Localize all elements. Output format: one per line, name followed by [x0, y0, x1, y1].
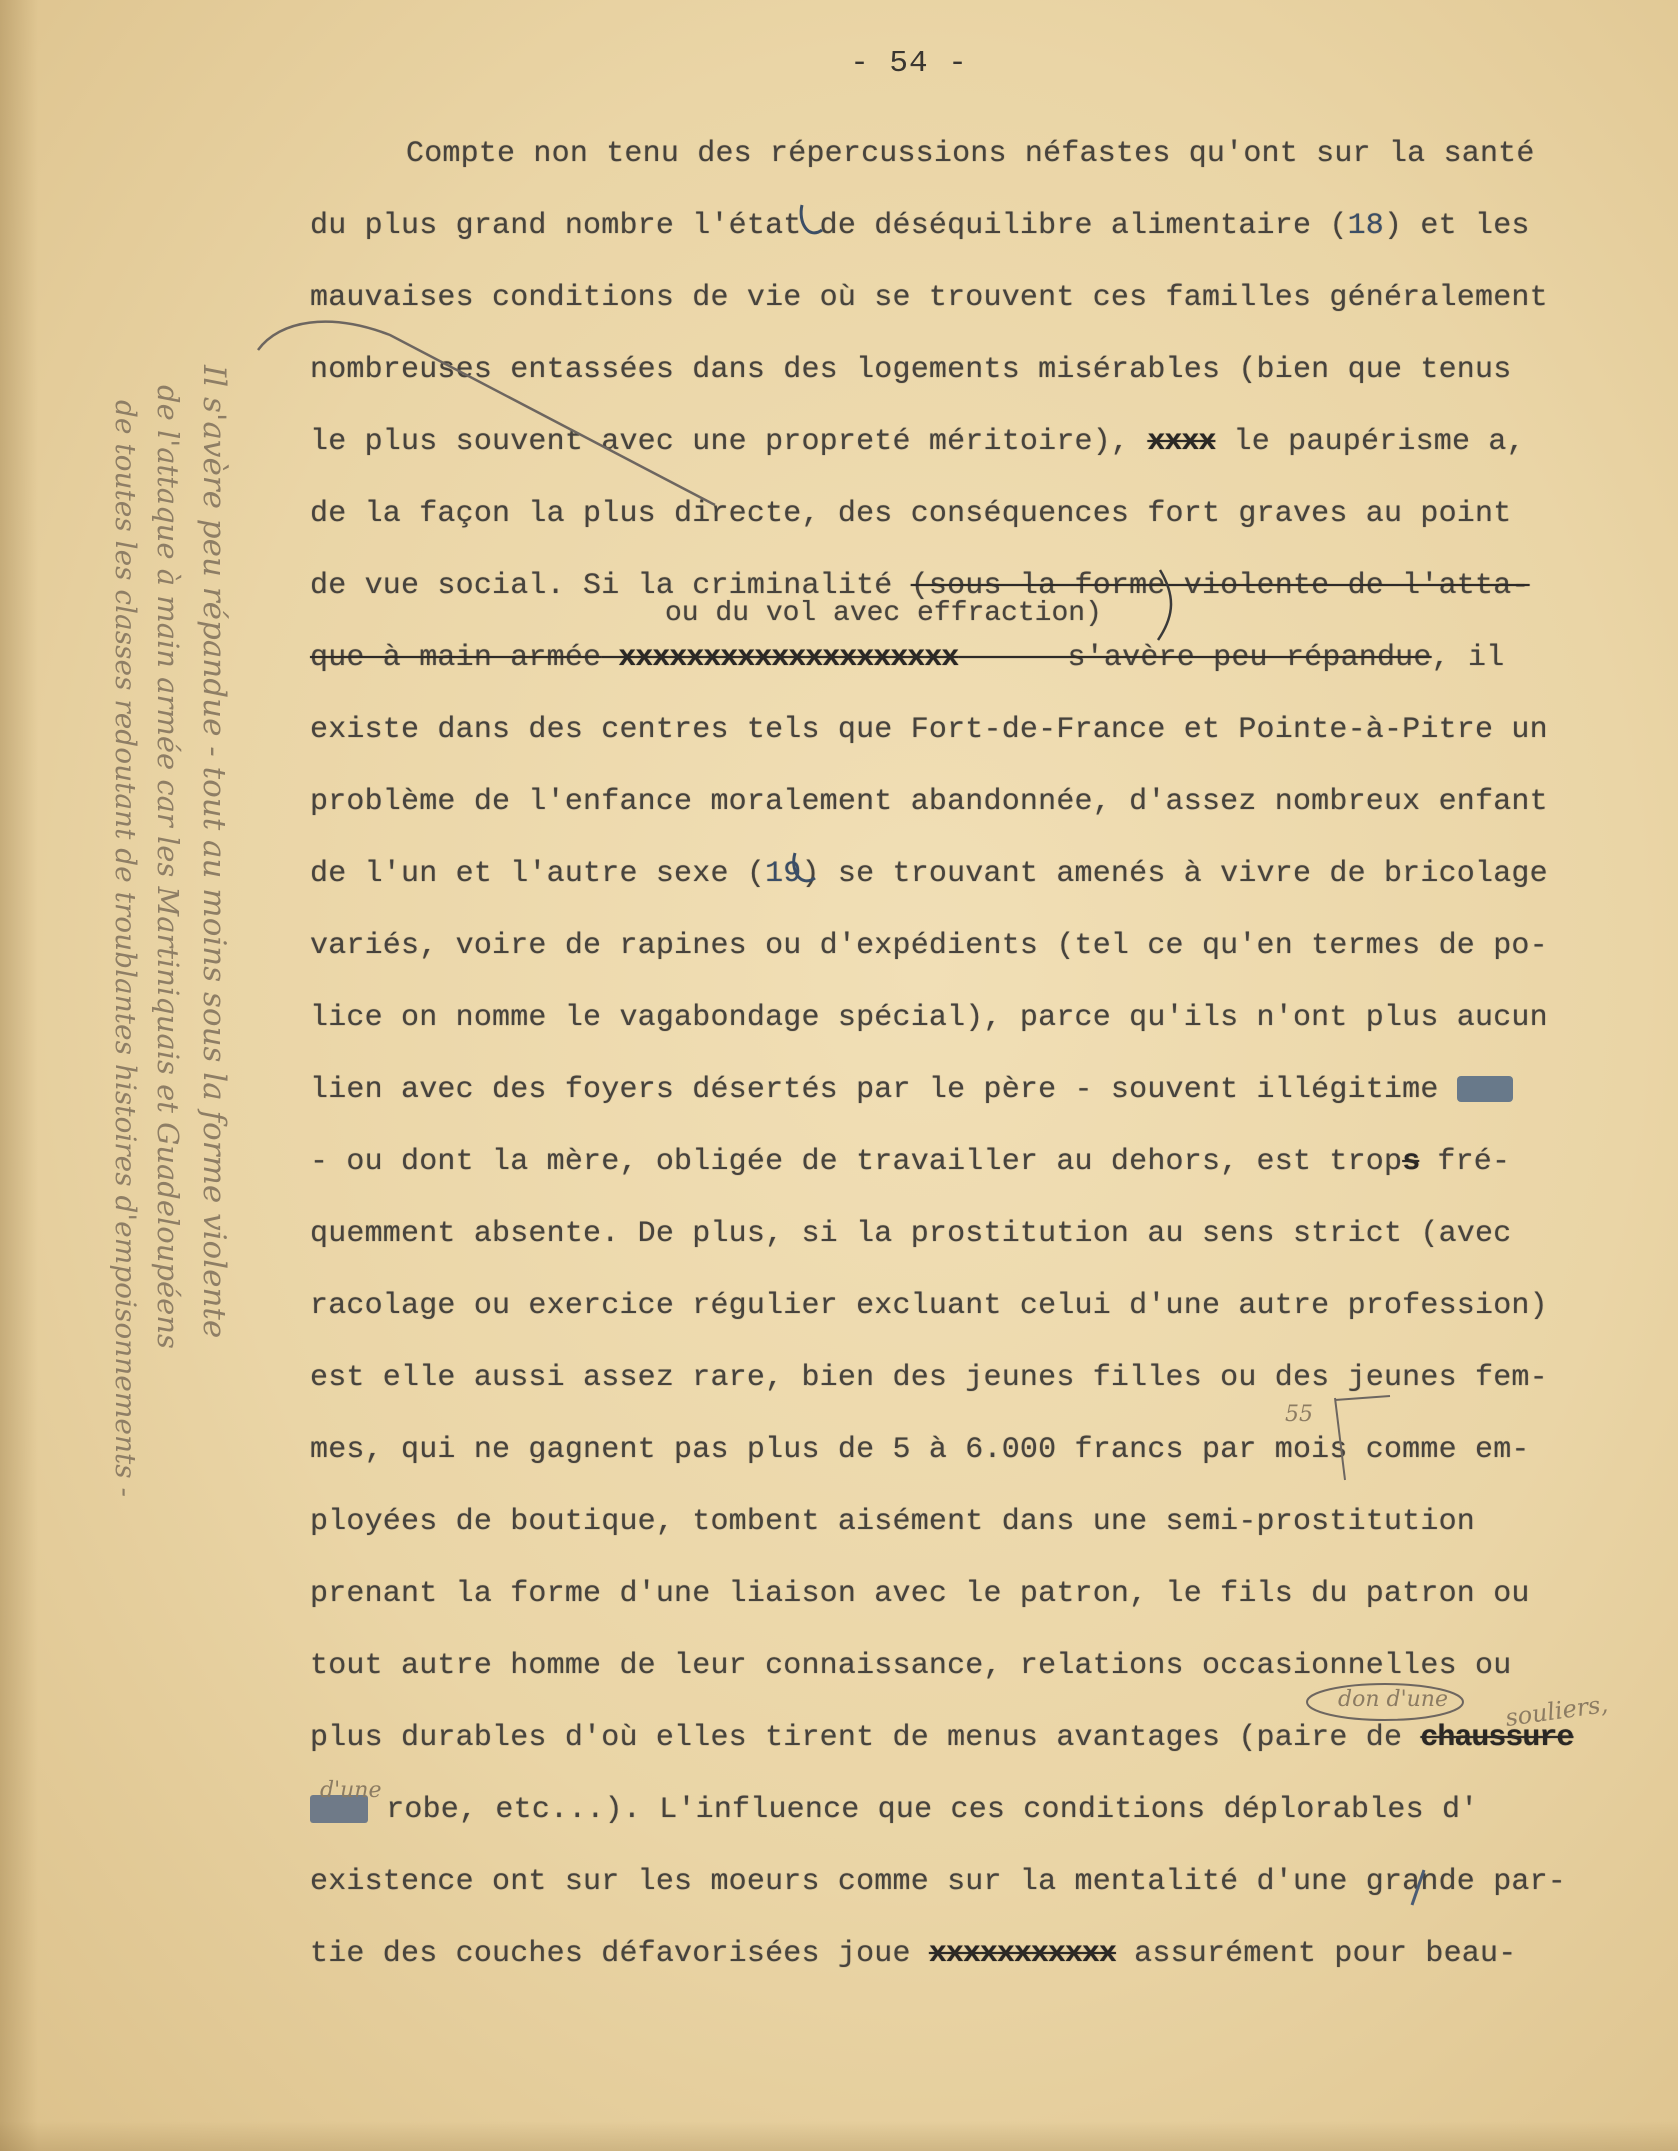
text-line [310, 118, 1660, 190]
text-segment: racolage ou exercice régulier excluant celui d'une autre profession) [310, 1289, 1548, 1323]
text-segment: du plus grand nombre l'état de déséquilibre alimentaire ( [310, 209, 1348, 243]
text-segment: robe, etc...). L'influence que ces conditions déplorables d' [368, 1793, 1479, 1827]
typed-text-body [310, 118, 1660, 1990]
text-line [310, 190, 1660, 262]
text-segment: lice on nomme le vagabondage spécial), parce qu'ils n'ont plus aucun [310, 1001, 1548, 1035]
struck-text: xxxxxxxxxxxxxxxxxxxx [601, 641, 959, 675]
text-line [310, 694, 1660, 766]
page-number: - 54 - [850, 46, 968, 81]
text-line [310, 1702, 1660, 1774]
handwritten-insertion: souliers, [1503, 1689, 1610, 1733]
text-segment: ployées de boutique, tombent aisément dans une semi-prostitution [310, 1505, 1475, 1539]
text-line [310, 478, 1660, 550]
text-line [310, 1198, 1660, 1270]
struck-text: que à main armée [310, 641, 602, 675]
text-line [310, 1270, 1660, 1342]
handwritten-insertion: don d'une [1338, 1687, 1448, 1712]
text-segment: le plus souvent avec une propreté méritoire), [310, 425, 1148, 459]
text-line [310, 910, 1660, 982]
struck-text: (sous la forme violente de l'atta- [910, 569, 1530, 603]
text-segment: de vue social. Si la criminalité [310, 569, 911, 603]
text-line [310, 982, 1660, 1054]
struck-text: chaussure [1420, 1721, 1574, 1755]
struck-text: xxxxxxxxxxx [928, 1937, 1116, 1971]
text-line [310, 622, 1660, 694]
text-line [310, 1126, 1660, 1198]
text-line [310, 1486, 1660, 1558]
paper-bottom-shadow [0, 2121, 1678, 2151]
text-segment: problème de l'enfance moralement abandonnée, d'assez nombreux enfant [310, 785, 1548, 819]
text-line [310, 406, 1660, 478]
struck-text: xxxx [1147, 425, 1216, 459]
text-line [310, 1342, 1660, 1414]
text-line [310, 1774, 1660, 1846]
margin-note-line: de toutes les classes redoutant de troublantes histoires d'empoisonnements - [109, 400, 142, 1497]
struck-text: s [1402, 1145, 1420, 1179]
footnote-number: 19 [765, 857, 802, 891]
text-segment: ) se trouvant amenés à vivre de bricolage [801, 857, 1548, 891]
paper-edge-shadow [0, 0, 38, 2151]
ink-smudge [1457, 1076, 1513, 1102]
text-line [310, 262, 1660, 334]
margin-note-line: de l'attaque à main armée car les Martiniquais et Guadeloupéens [151, 385, 185, 1349]
text-segment: le paupérisme a, [1215, 425, 1525, 459]
text-segment: , il [1431, 641, 1505, 675]
text-segment: de la façon la plus directe, des conséquences fort graves au point [310, 497, 1512, 531]
text-line [310, 1846, 1660, 1918]
handwritten-footnote: 55 [1285, 1402, 1313, 1427]
text-segment: ) et les [1383, 209, 1530, 243]
text-segment: assurément pour beau- [1115, 1937, 1517, 1971]
text-line [310, 1918, 1660, 1990]
text-segment: est elle aussi assez rare, bien des jeunes filles ou des jeunes fem- [310, 1361, 1548, 1395]
text-segment: existence ont sur les moeurs comme sur la mentalité d'une grande par- [310, 1865, 1567, 1899]
text-line [310, 1414, 1660, 1486]
text-line [310, 1630, 1660, 1702]
text-line [310, 766, 1660, 838]
margin-note-line: Il s'avère peu répandue - tout au moins sous la forme violente [196, 365, 232, 1339]
text-segment: prenant la forme d'une liaison avec le patron, le fils du patron ou [310, 1577, 1530, 1611]
text-segment: existe dans des centres tels que Fort-de-France et Pointe-à-Pitre un [310, 713, 1548, 747]
text-segment: fré- [1419, 1145, 1511, 1179]
typed-insertion: ou du vol avec effraction) [665, 598, 1102, 629]
text-line [310, 1054, 1660, 1126]
text-segment: mauvaises conditions de vie où se trouvent ces familles généralement [310, 281, 1548, 315]
text-segment: variés, voire de rapines ou d'expédients (tel ce qu'en termes de po- [310, 929, 1548, 963]
text-line [310, 334, 1660, 406]
struck-text: s'avère peu répandue [958, 641, 1432, 675]
text-segment: nombreuses entassées dans des logements misérables (bien que tenus [310, 353, 1512, 387]
text-segment: Compte non tenu des répercussions néfastes qu'ont sur la santé [406, 137, 1535, 171]
text-segment: quemment absente. De plus, si la prostitution au sens strict (avec [310, 1217, 1512, 1251]
text-segment: tie des couches défavorisées joue [310, 1937, 929, 1971]
text-segment: mes, qui ne gagnent pas plus de 5 à 6.000 francs par mois comme em- [310, 1433, 1530, 1467]
text-segment: - ou dont la mère, obligée de travailler au dehors, est trop [310, 1145, 1403, 1179]
text-segment: de l'un et l'autre sexe ( [310, 857, 766, 891]
handwritten-insertion: d'une [320, 1778, 382, 1803]
footnote-number: 18 [1347, 209, 1384, 243]
text-segment: plus durables d'où elles tirent de menus avantages (paire de [310, 1721, 1421, 1755]
text-segment: lien avec des foyers désertés par le père - souvent illégitime [310, 1073, 1457, 1107]
text-line [310, 838, 1660, 910]
text-line [310, 1558, 1660, 1630]
text-segment: tout autre homme de leur connaissance, relations occasionnelles ou [310, 1649, 1512, 1683]
